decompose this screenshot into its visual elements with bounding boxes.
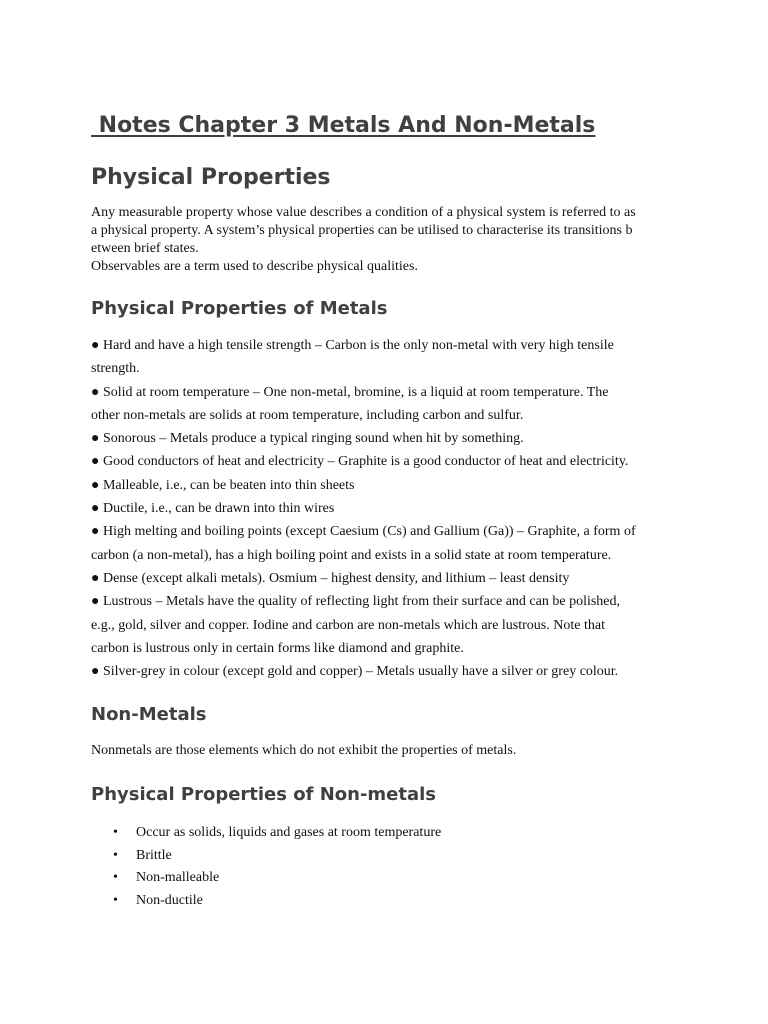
heading-physical-properties-of-metals: Physical Properties of Metals [91,298,388,319]
list-item [91,867,651,890]
list-line: ● Dense (except alkali metals). Osmium – highest density, and lithium – least density [91,570,570,586]
list-line: ● Lustrous – Metals have the quality of reflecting light from their surface and can be polished, [91,594,621,610]
paragraph-line: a physical property. A system’s physical properties can be utilised to characterise its transitions b [91,223,633,238]
list-line: ● High melting and boiling points (except Caesium (Cs) and Gallium (Ga)) – Graphite, a form of [91,524,636,540]
bullet-icon: • [113,825,118,840]
paragraph-line: etween brief states. [91,241,199,256]
heading-physical-properties: Physical Properties [91,165,331,190]
list-item [91,822,651,845]
list-line: ● Hard and have a high tensile strength – Carbon is the only non-metal with very high tensile [91,338,614,353]
list-line: carbon (a non-metal), has a high boiling point and exists in a solid state at room temperature. [91,547,612,563]
list-item-text: Occur as solids, liquids and gases at room temperature [136,825,442,840]
paragraph-line: Observables are a term used to describe physical qualities. [91,259,418,274]
heading-physical-properties-of-non-metals: Physical Properties of Non-metals [91,784,437,805]
list-line: e.g., gold, silver and copper. Iodine and carbon are non-metals which are lustrous. Note that [91,617,605,633]
list-item-text: Non-ductile [136,892,203,908]
list-line: carbon is lustrous only in certain forms like diamond and graphite. [91,640,464,656]
list-item [91,845,651,868]
list-line: ● Sonorous – Metals produce a typical ringing sound when hit by something. [91,431,524,447]
list-line: other non-metals are solids at room temperature, including carbon and sulfur. [91,407,524,423]
list-line: ● Solid at room temperature – One non-metal, bromine, is a liquid at room temperature. The [91,384,609,400]
bullet-icon: • [113,870,118,886]
bullet-icon: • [113,847,118,863]
non-metals-properties-list [91,822,651,912]
document-title: Notes Chapter 3 Metals And Non-Metals [91,113,596,138]
list-line: ● Silver-grey in colour (except gold and copper) – Metals usually have a silver or grey colour. [91,664,619,680]
list-item [91,890,651,913]
paragraph-line: Any measurable property whose value describes a condition of a physical system is referred to as [91,205,636,220]
list-line: strength. [91,361,140,377]
list-item-text: Non-malleable [136,870,220,886]
physical-properties-paragraph [91,204,681,276]
heading-non-metals: Non-Metals [91,704,207,725]
list-line: ● Ductile, i.e., can be drawn into thin wires [91,501,335,517]
bullet-icon: • [113,892,118,908]
metals-properties-list [91,334,681,683]
list-line: ● Good conductors of heat and electricity – Graphite is a good conductor of heat and electricity. [91,454,629,470]
list-item-text: Brittle [136,847,172,863]
non-metals-paragraph: Nonmetals are those elements which do not exhibit the properties of metals. [91,743,517,758]
list-line: ● Malleable, i.e., can be beaten into thin sheets [91,477,355,493]
